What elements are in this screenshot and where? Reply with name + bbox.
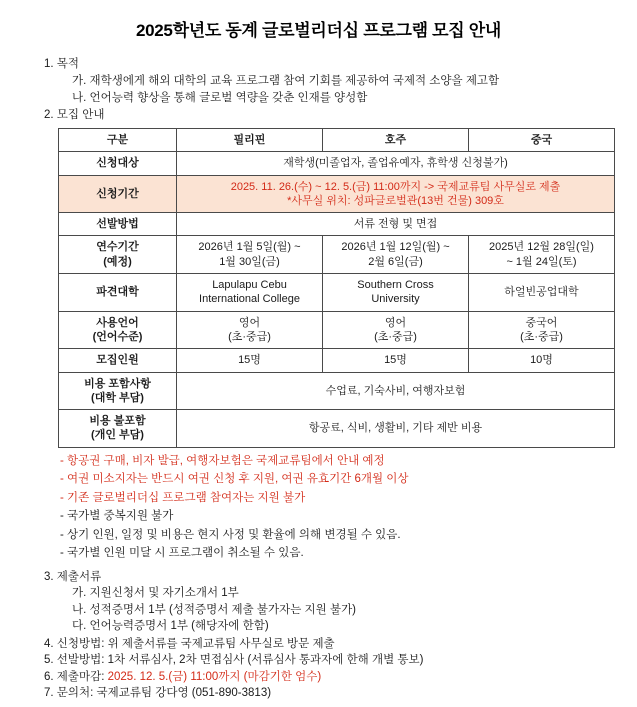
row-label: 모집인원 bbox=[59, 349, 177, 372]
section-recruit-heading bbox=[16, 108, 621, 124]
cell-line: Lapulapu Cebu bbox=[212, 279, 287, 292]
table-row bbox=[59, 311, 615, 349]
cell-line: 영어 bbox=[238, 316, 261, 329]
row-cell: 10명 bbox=[469, 349, 615, 372]
row-label-line1: 연수기간 bbox=[96, 241, 139, 254]
table-row bbox=[59, 175, 615, 213]
row-cell bbox=[469, 274, 615, 312]
table-header-cell-0: 구분 bbox=[59, 129, 177, 152]
row-cell bbox=[323, 311, 469, 349]
cell-line: (초·중급) bbox=[520, 330, 563, 343]
cell-line: 1월 30일(금) bbox=[219, 255, 280, 268]
table-row bbox=[59, 213, 615, 236]
selection-method-number: 5. bbox=[44, 654, 54, 667]
row-label-line2: (개인 부담) bbox=[91, 429, 144, 442]
note-item: - 기존 글로벌리더십 프로그램 참여자는 지원 불가 bbox=[60, 491, 306, 504]
table-header-cell-1: 필리핀 bbox=[177, 129, 323, 152]
cell-line: University bbox=[371, 293, 420, 306]
cell-line: International College bbox=[199, 293, 300, 306]
row-label: 선발방법 bbox=[59, 213, 177, 236]
cell-line: 2월 6일(금) bbox=[368, 255, 423, 268]
documents-item-3: 다. 언어능력증명서 1부 (해당자에 한함) bbox=[72, 620, 269, 633]
documents-item-1: 가. 지원신청서 및 자기소개서 1부 bbox=[72, 587, 239, 600]
section-documents bbox=[16, 570, 621, 635]
row-cell bbox=[177, 311, 323, 349]
row-label-line1: 비용 불포함 bbox=[89, 415, 146, 428]
section-recruit-number: 2. bbox=[44, 109, 54, 122]
row-cell: 15명 bbox=[177, 349, 323, 372]
contact-number: 7. bbox=[44, 687, 54, 700]
row-value: 항공료, 식비, 생활비, 기타 제반 비용 bbox=[177, 410, 615, 448]
table-row bbox=[59, 236, 615, 274]
row-label: 신청대상 bbox=[59, 152, 177, 175]
note-item: - 국가별 인원 미달 시 프로그램이 취소될 수 있음. bbox=[60, 547, 304, 560]
cell-line: 2025년 12월 28일(일) bbox=[489, 241, 594, 254]
application-period-line1: 2025. 11. 26.(수) ~ 12. 5.(금) 11:00까지 -> 국제교류팀 사무실로 제출 bbox=[230, 180, 561, 193]
row-label: 신청기간 bbox=[59, 175, 177, 213]
section-selection-method bbox=[16, 653, 621, 669]
table-row bbox=[59, 410, 615, 448]
cell-line: (초·중급) bbox=[228, 330, 271, 343]
cell-line: (초·중급) bbox=[374, 330, 417, 343]
cell-line: Southern Cross bbox=[357, 279, 434, 292]
section-documents-number: 3. bbox=[44, 570, 54, 583]
row-label-line2: (대학 부담) bbox=[91, 391, 144, 404]
purpose-item-1: 가. 재학생에게 해외 대학의 교육 프로그램 참여 기회를 제공하여 국제적 소양을 제고함 bbox=[72, 75, 500, 88]
row-cell bbox=[469, 311, 615, 349]
row-cell bbox=[177, 236, 323, 274]
application-period-line2: *사무실 위치: 성파글로벌관(13번 건물) 309호 bbox=[287, 194, 504, 207]
notes-list bbox=[60, 454, 621, 562]
row-value: 재학생(미졸업자, 졸업유예자, 휴학생 신청불가) bbox=[177, 152, 615, 175]
row-cell bbox=[323, 274, 469, 312]
row-label: 파견대학 bbox=[59, 274, 177, 312]
note-item: - 항공권 구매, 비자 발급, 여행자보험은 국제교류팀에서 안내 예정 bbox=[60, 454, 385, 467]
cell-line: 2026년 1월 5일(월) ~ bbox=[198, 241, 301, 254]
section-purpose bbox=[16, 57, 621, 107]
row-value: 서류 전형 및 면접 bbox=[177, 213, 615, 236]
apply-method-text: 신청방법: 위 제출서류를 국제교류팀 사무실로 방문 제출 bbox=[56, 637, 335, 650]
documents-item-2: 나. 성적증명서 1부 (성적증명서 제출 불가자는 지원 불가) bbox=[72, 603, 357, 616]
row-label-line1: 사용언어 bbox=[96, 316, 139, 329]
deadline-label: 제출마감: bbox=[56, 670, 108, 683]
contact-text: 문의처: 국제교류팀 강다영 (051-890-3813) bbox=[56, 687, 272, 700]
cell-line: ~ 1월 24일(토) bbox=[506, 255, 577, 268]
section-recruit bbox=[16, 108, 621, 124]
row-cell bbox=[469, 236, 615, 274]
note-item: - 여권 미소지자는 반드시 여권 신청 후 지원, 여권 유효기간 6개월 이상 bbox=[60, 473, 409, 486]
row-cell bbox=[323, 236, 469, 274]
table-row bbox=[59, 372, 615, 410]
table-header-row bbox=[59, 129, 615, 152]
cell-line: 하얼빈공업대학 bbox=[504, 286, 579, 299]
table-row bbox=[59, 274, 615, 312]
row-label bbox=[59, 410, 177, 448]
section-purpose-number: 1. bbox=[44, 57, 54, 70]
row-cell: 15명 bbox=[323, 349, 469, 372]
deadline-number: 6. bbox=[44, 670, 54, 683]
apply-method-number: 4. bbox=[44, 637, 54, 650]
row-label bbox=[59, 311, 177, 349]
row-label-line2: (언어수준) bbox=[92, 330, 143, 343]
section-apply-method bbox=[16, 637, 621, 653]
bottom-sections bbox=[16, 570, 621, 702]
cell-line: 영어 bbox=[384, 316, 407, 329]
table-row bbox=[59, 152, 615, 175]
row-cell bbox=[177, 274, 323, 312]
row-label bbox=[59, 372, 177, 410]
selection-method-text: 선발방법: 1차 서류심사, 2차 면접심사 (서류심사 통과자에 한해 개별 통보) bbox=[56, 654, 424, 667]
section-documents-heading bbox=[16, 570, 621, 586]
cell-line: 2026년 1월 12일(월) ~ bbox=[341, 241, 450, 254]
program-table bbox=[58, 128, 615, 448]
row-label bbox=[59, 236, 177, 274]
table-row bbox=[59, 349, 615, 372]
section-deadline bbox=[16, 670, 621, 686]
page-title: 2025학년도 동계 글로벌리더십 프로그램 모집 안내 bbox=[135, 21, 502, 40]
cell-line: 중국어 bbox=[525, 316, 558, 329]
row-label-line2: (예정) bbox=[103, 255, 132, 268]
section-documents-title: 제출서류 bbox=[56, 570, 102, 583]
purpose-item-2: 나. 언어능력 향상을 통해 글로벌 역량을 갖춘 인재를 양성함 bbox=[72, 91, 368, 104]
row-value: 수업료, 기숙사비, 여행자보험 bbox=[177, 372, 615, 410]
deadline-value: 2025. 12. 5.(금) 11:00까지 (마감기한 엄수) bbox=[107, 670, 322, 683]
section-purpose-heading bbox=[16, 57, 621, 73]
row-value bbox=[177, 175, 615, 213]
section-recruit-title: 모집 안내 bbox=[56, 109, 105, 122]
note-item: - 국가별 중복지원 불가 bbox=[60, 510, 174, 523]
note-item: - 상기 인원, 일정 및 비용은 현지 사정 및 환율에 의해 변경될 수 있음. bbox=[60, 528, 401, 541]
row-label-line1: 비용 포함사항 bbox=[84, 377, 151, 390]
section-purpose-title: 목적 bbox=[56, 57, 80, 70]
section-contact bbox=[16, 686, 621, 702]
table-header-cell-3: 중국 bbox=[469, 129, 615, 152]
table-header-cell-2: 호주 bbox=[323, 129, 469, 152]
